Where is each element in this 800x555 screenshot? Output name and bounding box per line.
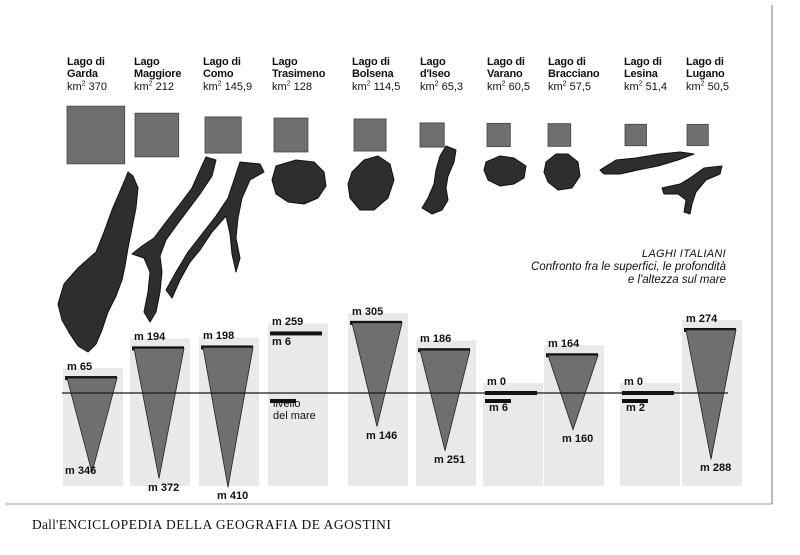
lake-area: $km^2$ 370 <box>67 80 107 93</box>
lake-name: Lago di Bracciano <box>548 56 600 80</box>
sea-level-label: livello del mare <box>273 398 316 422</box>
lake-area: $km^2$ 51,4 <box>624 80 668 93</box>
lake-area: $km^2$ 212 <box>134 80 174 93</box>
lake-area: $km^2$ 128 <box>272 80 312 93</box>
depth-label: m 288 <box>700 462 732 475</box>
depth-label: m 251 <box>434 453 466 466</box>
altitude-label: m 0 <box>487 376 506 388</box>
altitude-label: m 164 <box>548 338 580 351</box>
area-square <box>205 117 241 153</box>
lake-shape-varano <box>484 156 526 186</box>
lake-name: Lago d'Iseo <box>420 56 451 80</box>
lake-area: $km^2$ 50,5 <box>686 80 730 93</box>
lake-shape-garda <box>58 172 138 352</box>
area-square <box>67 106 125 164</box>
surface-bar <box>270 331 322 335</box>
altitude-label: m 274 <box>686 312 718 325</box>
depth-label: m 372 <box>148 481 180 494</box>
lake-area: $km^2$ 114,5 <box>352 80 401 93</box>
altitude-label: m 0 <box>624 376 643 388</box>
depth-label: m 160 <box>562 432 594 445</box>
caption-prefix: Dall' <box>32 517 59 532</box>
lake-name: Lago di Lugano <box>686 56 725 80</box>
area-square <box>135 113 179 157</box>
legend <box>470 248 726 287</box>
area-square <box>487 123 510 146</box>
lake-shape-iseo <box>422 146 456 214</box>
lake-shape-trasimeno <box>272 160 326 204</box>
lake-area: $km^2$ 57,5 <box>548 80 592 93</box>
lake-panel <box>483 383 543 486</box>
area-square <box>548 124 571 147</box>
lake-name: Lago di Como <box>203 56 241 80</box>
altitude-label: m 198 <box>203 330 235 343</box>
legend-line2: e l'altezza sul mare <box>627 274 726 286</box>
lake-name: Lago di Lesina <box>624 56 662 80</box>
lake-panel <box>620 383 680 486</box>
lake-name: Lago di Garda <box>67 56 105 80</box>
depth-label: m 146 <box>366 429 398 442</box>
lake-name: Lago di Bolsena <box>352 56 394 80</box>
lake-shape-lesina <box>600 152 694 174</box>
area-square <box>687 124 708 145</box>
caption-title: ENCICLOPEDIA DELLA GEOGRAFIA DE AGOSTINI <box>58 517 392 532</box>
lake-shape-lugano <box>662 166 722 214</box>
area-square <box>420 123 444 147</box>
altitude-label: m 259 <box>272 316 304 329</box>
lake-area: $km^2$ 60,5 <box>487 80 531 93</box>
legend-line1: Confronto fra le superfici, le profondità <box>531 261 726 273</box>
altitude-label: m 65 <box>67 361 93 374</box>
depth-label: m 2 <box>626 402 645 414</box>
lake-name: Lago di Varano <box>487 56 525 80</box>
depth-label: m 346 <box>65 465 97 477</box>
lake-area: $km^2$ 65,3 <box>420 80 464 93</box>
lake-shape-bolsena <box>348 156 394 210</box>
legend-title: LAGHI ITALIANI <box>641 248 726 260</box>
area-square <box>625 124 647 146</box>
lake-name: Lago Maggiore <box>134 56 182 80</box>
area-square <box>354 119 386 151</box>
lake-shape-como <box>166 162 264 298</box>
area-square <box>274 118 308 152</box>
altitude-label: m 305 <box>352 305 384 318</box>
depth-label: m 6 <box>272 336 291 348</box>
source-caption <box>32 517 391 533</box>
altitude-label: m 194 <box>134 331 166 344</box>
depth-label: m 410 <box>217 490 249 503</box>
lake-area: $km^2$ 145,9 <box>203 80 253 93</box>
depth-label: m 6 <box>489 402 508 414</box>
lake-name: Lago Trasimeno <box>272 56 326 80</box>
lake-shape-bracciano <box>544 154 580 190</box>
altitude-label: m 186 <box>420 333 452 346</box>
